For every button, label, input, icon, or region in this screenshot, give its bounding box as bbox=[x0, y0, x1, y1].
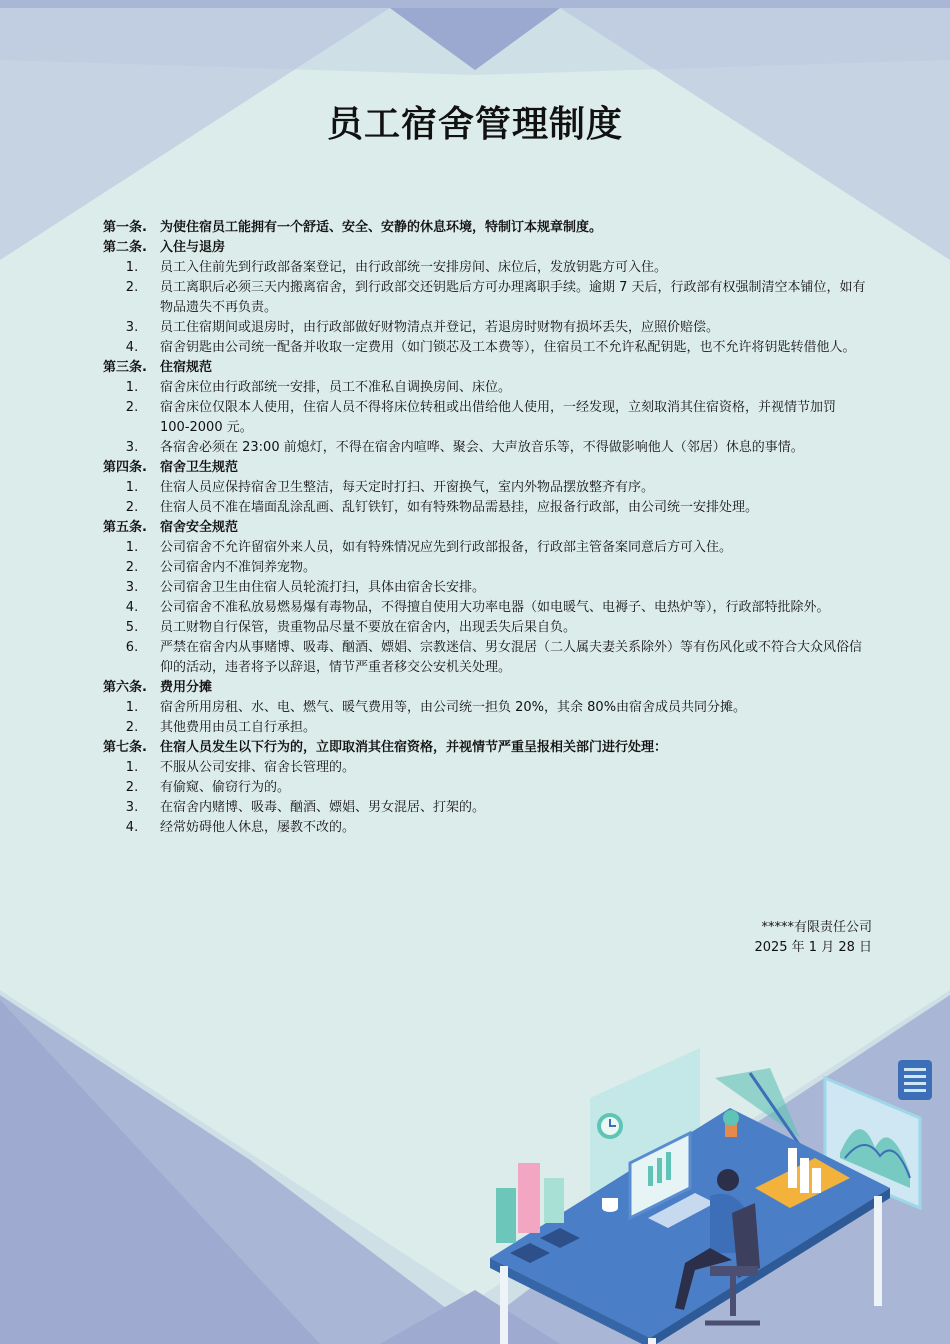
list-item bbox=[103, 798, 869, 818]
company-name: *****有限责任公司 bbox=[761, 920, 872, 935]
list-item bbox=[103, 338, 869, 358]
list-item-text: 公司宿舍不准私放易燃易爆有毒物品，不得擅自使用大功率电器（如电暖气、电褥子、电热炉等），行政部特批除外。 bbox=[160, 600, 830, 615]
list-item bbox=[103, 718, 869, 738]
list-item-text: 员工财物自行保管，贵重物品尽量不要放在宿舍内，出现丢失后果自负。 bbox=[160, 620, 577, 635]
list-item bbox=[103, 578, 869, 598]
page-title: 员工宿舍管理制度 bbox=[326, 104, 623, 145]
list-item bbox=[103, 638, 869, 678]
article-number: 第二条. bbox=[103, 240, 147, 255]
article-number: 第四条. bbox=[103, 460, 147, 475]
list-item-number: 1 . bbox=[103, 538, 160, 558]
list-item-text: 公司宿舍内不准饲养宠物。 bbox=[160, 560, 317, 575]
list-item-text: 公司宿舍卫生由住宿人员轮流打扫，具体由宿舍长安排。 bbox=[160, 580, 486, 595]
list-item-number: 1 . bbox=[103, 378, 160, 398]
list-item-number: 1 . bbox=[103, 478, 160, 498]
article-number: 第六条. bbox=[103, 680, 147, 695]
list-item bbox=[103, 758, 869, 778]
list-item-text: 宿舍床位仅限本人使用，住宿人员不得将床位转租或出借给他人使用，一经发现，立刻取消其住宿资格，并视情节加罚 100-2000 元。 bbox=[160, 400, 837, 435]
article-number: 第三条. bbox=[103, 360, 147, 375]
list-item-number: 6 . bbox=[103, 638, 160, 678]
list-item bbox=[103, 618, 869, 638]
list-item-number: 2 . bbox=[103, 778, 160, 798]
list-item-text: 住宿人员应保持宿舍卫生整洁，每天定时打扫、开窗换气，室内外物品摆放整齐有序。 bbox=[160, 480, 655, 495]
list-item-number: 2 . bbox=[103, 498, 160, 518]
office-desk-illustration bbox=[470, 1038, 950, 1344]
list-item-number: 2 . bbox=[103, 398, 160, 438]
regulation-body bbox=[103, 218, 869, 838]
article-heading bbox=[103, 738, 869, 758]
list-item-number: 1 . bbox=[103, 758, 160, 778]
list-item-number: 3 . bbox=[103, 318, 160, 338]
list-item bbox=[103, 538, 869, 558]
list-item bbox=[103, 818, 869, 838]
article-heading bbox=[103, 238, 869, 258]
list-item-number: 4 . bbox=[103, 338, 160, 358]
list-item-number: 1 . bbox=[103, 698, 160, 718]
list-item-number: 4 . bbox=[103, 818, 160, 838]
signature-block bbox=[754, 918, 872, 958]
list-item bbox=[103, 278, 869, 318]
list-item bbox=[103, 778, 869, 798]
list-item bbox=[103, 378, 869, 398]
list-item-text: 有偷窥、偷窃行为的。 bbox=[160, 780, 291, 795]
article-heading bbox=[103, 678, 869, 698]
article-heading bbox=[103, 218, 869, 238]
list-item-text: 住宿人员不准在墙面乱涂乱画、乱钉铁钉，如有特殊物品需悬挂，应报备行政部，由公司统一安排处理。 bbox=[160, 500, 759, 515]
list-item-number: 3 . bbox=[103, 798, 160, 818]
article-title: 住宿人员发生以下行为的，立即取消其住宿资格，并视情节严重呈报相关部门进行处理： bbox=[160, 740, 668, 755]
list-item-number: 2 . bbox=[103, 278, 160, 318]
list-item bbox=[103, 498, 869, 518]
article-title: 宿舍安全规范 bbox=[160, 520, 239, 535]
list-item-number: 5 . bbox=[103, 618, 160, 638]
list-item-text: 宿舍床位由行政部统一安排，员工不准私自调换房间、床位。 bbox=[160, 380, 512, 395]
list-item bbox=[103, 478, 869, 498]
list-item-number: 1 . bbox=[103, 258, 160, 278]
list-item bbox=[103, 558, 869, 578]
list-item bbox=[103, 318, 869, 338]
article-heading bbox=[103, 518, 869, 538]
list-item-text: 严禁在宿舍内从事赌博、吸毒、酗酒、嫖娼、宗教迷信、男女混居（二人属夫妻关系除外）等有伤风化或不符合大众风俗信仰的活动，违者将予以辞退，情节严重者移交公安机关处理。 bbox=[160, 640, 863, 675]
list-item-text: 在宿舍内赌博、吸毒、酗酒、嫖娼、男女混居、打架的。 bbox=[160, 800, 486, 815]
list-item-text: 员工离职后必须三天内搬离宿舍，到行政部交还钥匙后方可办理离职手续。逾期 7 天后，行政部有权强制清空本铺位，如有物品遗失不再负责。 bbox=[160, 280, 866, 315]
list-item bbox=[103, 598, 869, 618]
article-title: 宿舍卫生规范 bbox=[160, 460, 239, 475]
list-item-text: 各宿舍必须在 23:00 前熄灯，不得在宿舍内喧哗、聚会、大声放音乐等，不得做影响他人（邻居）休息的事情。 bbox=[160, 440, 804, 455]
list-icon bbox=[898, 1060, 932, 1100]
list-item-text: 不服从公司安排、宿舍长管理的。 bbox=[160, 760, 356, 775]
list-item-text: 其他费用由员工自行承担。 bbox=[160, 720, 317, 735]
list-item bbox=[103, 438, 869, 458]
list-item-number: 3 . bbox=[103, 438, 160, 458]
article-heading bbox=[103, 458, 869, 478]
clock-icon bbox=[597, 1113, 623, 1139]
list-item bbox=[103, 398, 869, 438]
article-title: 住宿规范 bbox=[160, 360, 213, 375]
article-title: 费用分摊 bbox=[160, 680, 213, 695]
list-item bbox=[103, 698, 869, 718]
article-number: 第五条. bbox=[103, 520, 147, 535]
article-heading bbox=[103, 358, 869, 378]
list-item-text: 员工入住前先到行政部备案登记，由行政部统一安排房间、床位后，发放钥匙方可入住。 bbox=[160, 260, 668, 275]
list-item-text: 员工住宿期间或退房时，由行政部做好财物清点并登记，若退房时财物有损坏丢失，应照价赔偿。 bbox=[160, 320, 720, 335]
list-item bbox=[103, 258, 869, 278]
list-item-text: 经常妨碍他人休息，屡教不改的。 bbox=[160, 820, 356, 835]
list-item-number: 4 . bbox=[103, 598, 160, 618]
list-item-number: 3 . bbox=[103, 578, 160, 598]
list-item-number: 2 . bbox=[103, 718, 160, 738]
list-item-text: 宿舍所用房租、水、电、燃气、暖气费用等，由公司统一担负 20%，其余 80%由宿舍成员共同分摊。 bbox=[160, 700, 747, 715]
article-number: 第七条. bbox=[103, 740, 147, 755]
list-item-text: 宿舍钥匙由公司统一配备并收取一定费用（如门锁芯及工本费等），住宿员工不允许私配钥匙，也不允许将钥匙转借他人。 bbox=[160, 340, 856, 355]
signature-date: 2025 年 1 月 28 日 bbox=[754, 940, 872, 955]
list-item-text: 公司宿舍不允许留宿外来人员，如有特殊情况应先到行政部报备，行政部主管备案同意后方可入住。 bbox=[160, 540, 733, 555]
article-title: 为使住宿员工能拥有一个舒适、安全、安静的休息环境，特制订本规章制度。 bbox=[160, 220, 603, 235]
list-item-number: 2 . bbox=[103, 558, 160, 578]
article-title: 入住与退房 bbox=[160, 240, 226, 255]
article-number: 第一条. bbox=[103, 220, 147, 235]
